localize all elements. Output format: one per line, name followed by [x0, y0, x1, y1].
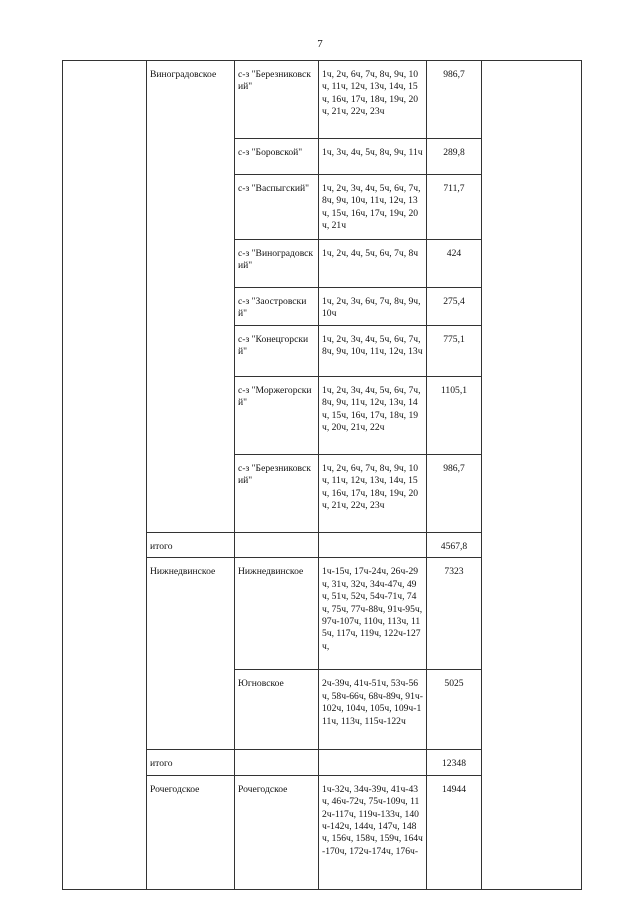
empty-cell: [235, 750, 319, 775]
total-label: итого: [147, 533, 235, 558]
area-cell: 289,8: [427, 139, 482, 175]
area-cell: 5025: [427, 670, 482, 750]
sections-cell: 1ч-15ч, 17ч-24ч, 26ч-29ч, 31ч, 32ч, 34ч-47ч, 49ч, 51ч, 52ч, 54ч-71ч, 74ч, 75ч, 77ч-88ч, 91ч-95ч, 97ч-107ч, 110ч, 113ч, 115ч, 117ч, 119ч, 122ч-127ч,: [319, 558, 427, 670]
area-cell: 1105,1: [427, 377, 482, 455]
district-cell: Виноградовское: [147, 61, 235, 533]
district-cell: Нижнедвинское: [147, 558, 235, 750]
area-cell: 986,7: [427, 61, 482, 139]
sections-cell: 1ч, 2ч, 6ч, 7ч, 8ч, 9ч, 10ч, 11ч, 12ч, 13ч, 14ч, 15ч, 16ч, 17ч, 18ч, 19ч, 20ч, 21ч, 22ч, 23ч: [319, 455, 427, 533]
farm-cell: с-з "Виноградовский": [235, 240, 319, 288]
sections-cell: 1ч-32ч, 34ч-39ч, 41ч-43ч, 46ч-72ч, 75ч-109ч, 112ч-117ч, 119ч-133ч, 140ч-142ч, 144ч, 147ч, 148ч, 156ч, 158ч, 159ч, 164ч-170ч, 172ч-174ч, 176ч-: [319, 775, 427, 889]
farm-cell: с-з "Боровской": [235, 139, 319, 175]
area-cell: 7323: [427, 558, 482, 670]
area-cell: 986,7: [427, 455, 482, 533]
sections-cell: 1ч, 2ч, 3ч, 6ч, 7ч, 8ч, 9ч, 10ч: [319, 288, 427, 326]
total-value: 12348: [427, 750, 482, 775]
right-empty-column: [482, 61, 582, 890]
district-cell: Рочегодское: [147, 775, 235, 889]
area-cell: 275,4: [427, 288, 482, 326]
empty-cell: [319, 533, 427, 558]
sections-cell: 1ч, 2ч, 3ч, 4ч, 5ч, 6ч, 7ч, 8ч, 9ч, 10ч, 11ч, 12ч, 13ч, 15ч, 16ч, 17ч, 19ч, 20ч, 21ч: [319, 175, 427, 240]
total-label: итого: [147, 750, 235, 775]
total-value: 4567,8: [427, 533, 482, 558]
area-cell: 711,7: [427, 175, 482, 240]
farm-cell: с-з "Березниковский": [235, 61, 319, 139]
farm-cell: с-з "Конецгорский": [235, 326, 319, 377]
farm-cell: с-з "Заостровский": [235, 288, 319, 326]
area-cell: 775,1: [427, 326, 482, 377]
empty-cell: [235, 533, 319, 558]
sections-cell: 1ч, 3ч, 4ч, 5ч, 8ч, 9ч, 11ч: [319, 139, 427, 175]
area-cell: 424: [427, 240, 482, 288]
farm-cell: Нижнедвинское: [235, 558, 319, 670]
left-empty-column: [63, 61, 147, 890]
page-number: 7: [317, 38, 323, 50]
sections-cell: 1ч, 2ч, 4ч, 5ч, 6ч, 7ч, 8ч: [319, 240, 427, 288]
farm-cell: Рочегодское: [235, 775, 319, 889]
sections-cell: 1ч, 2ч, 3ч, 4ч, 5ч, 6ч, 7ч, 8ч, 9ч, 10ч, 11ч, 12ч, 13ч: [319, 326, 427, 377]
sections-cell: 2ч-39ч, 41ч-51ч, 53ч-56ч, 58ч-66ч, 68ч-89ч, 91ч-102ч, 104ч, 105ч, 109ч-111ч, 113ч, 115ч-122ч: [319, 670, 427, 750]
farm-cell: Югновское: [235, 670, 319, 750]
farm-cell: с-з "Моржегорский": [235, 377, 319, 455]
forest-sections-table: [62, 60, 582, 890]
table-row: [63, 61, 582, 139]
farm-cell: с-з "Васпыгский": [235, 175, 319, 240]
empty-cell: [319, 750, 427, 775]
sections-cell: 1ч, 2ч, 3ч, 4ч, 5ч, 6ч, 7ч, 8ч, 9ч, 11ч, 12ч, 13ч, 14ч, 15ч, 16ч, 17ч, 18ч, 19ч, 20ч, 21ч, 22ч: [319, 377, 427, 455]
area-cell: 14944: [427, 775, 482, 889]
sections-cell: 1ч, 2ч, 6ч, 7ч, 8ч, 9ч, 10ч, 11ч, 12ч, 13ч, 14ч, 15ч, 16ч, 17ч, 18ч, 19ч, 20ч, 21ч, 22ч, 23ч: [319, 61, 427, 139]
farm-cell: с-з "Березниковский": [235, 455, 319, 533]
